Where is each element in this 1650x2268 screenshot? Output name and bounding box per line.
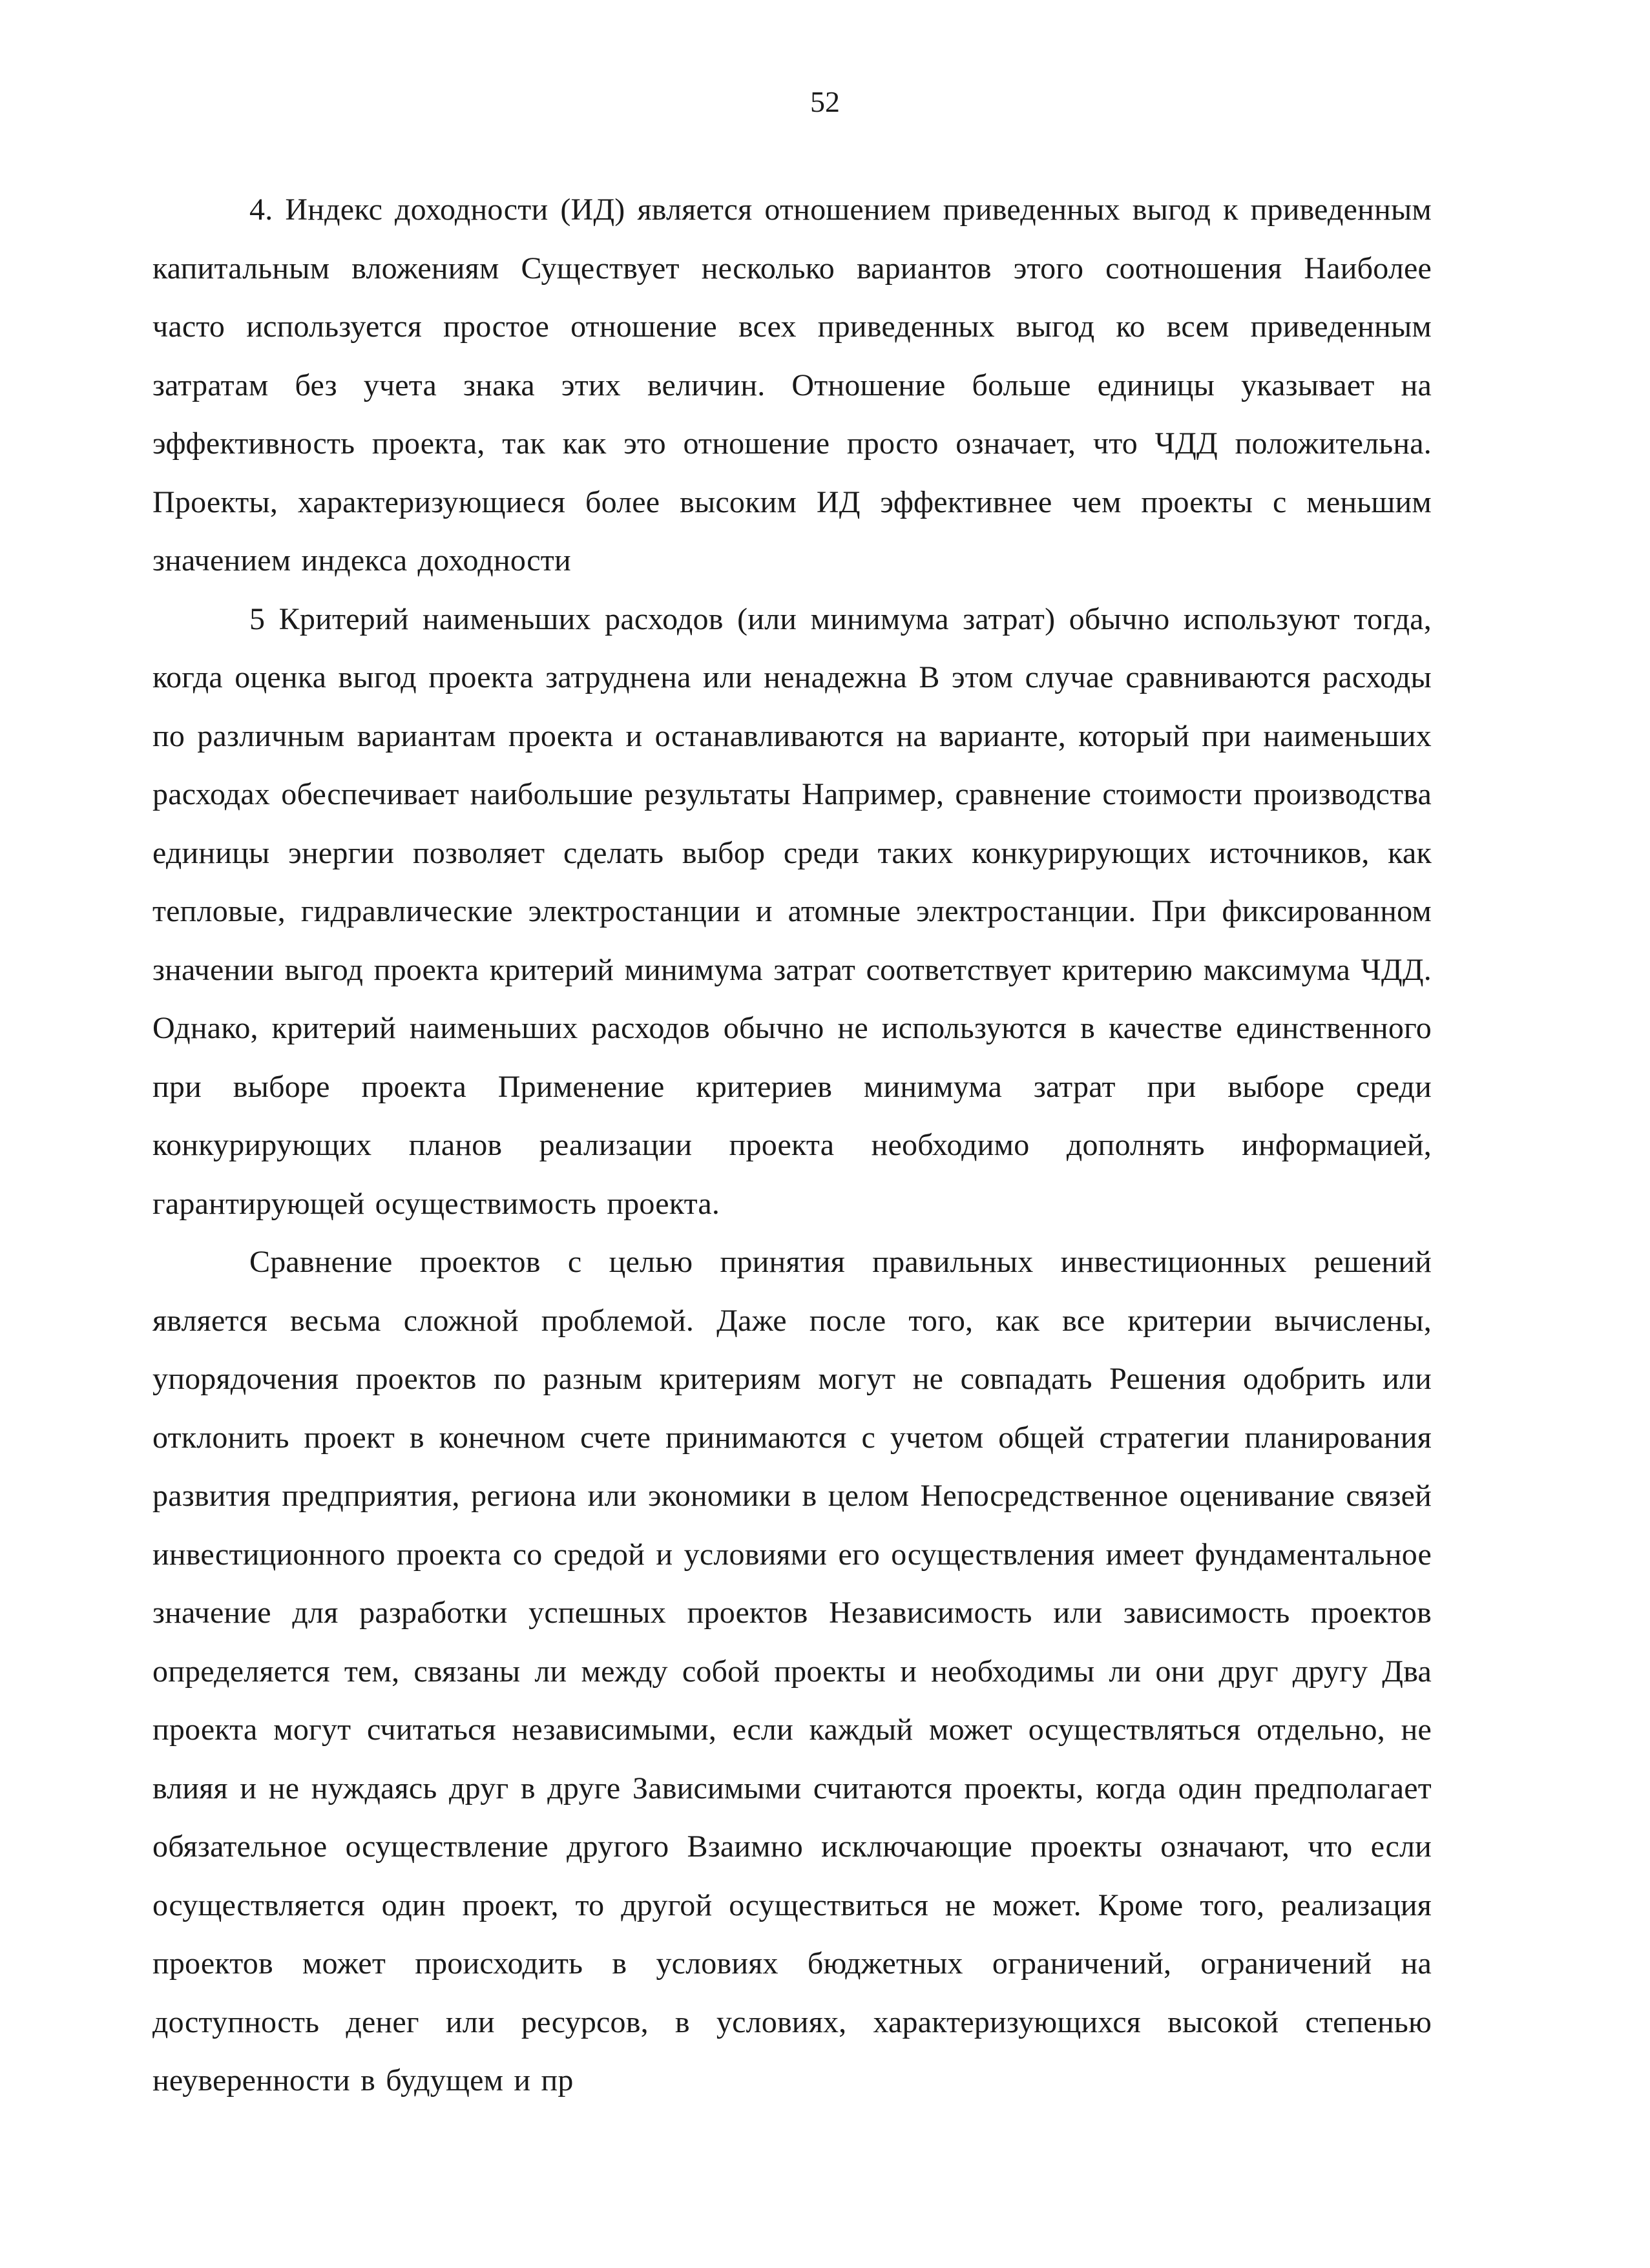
document-body <box>152 181 1432 2110</box>
paragraph-profitability-index: 4. Индекс доходности (ИД) является отношением приведенных выгод к приведенным капитальным вложениям Существует несколько вариантов этого соотношения Наиболее часто используется простое отношение всех приведенных выгод ко всем приведенным затратам без учета знака этих величин. Отношение больше единицы указывает на эффективность проекта, так как это отношение просто означает, что ЧДД положительна. Проекты, характеризующиеся более высоким ИД эффективнее чем проекты с меньшим значением индекса доходности <box>152 192 1432 577</box>
paragraph-project-comparison: Сравнение проектов с целью принятия правильных инвестиционных решений является весьма сложной проблемой. Даже после того, как все критерии вычислены, упорядочения проектов по разным критериям могут не совпадать Решения одобрить или отклонить проект в конечном счете принимаются с учетом общей стратегии планирования развития предприятия, региона или экономики в целом Непосредственное оценивание связей инвестиционного проекта со средой и условиями его осуществления имеет фундаментальное значение для разработки успешных проектов Независимость или зависимость проектов определяется тем, связаны ли между собой проекты и необходимы ли они друг другу Два проекта могут считаться независимыми, если каждый может осуществляться отдельно, не влияя и не нуждаясь друг в друге Зависимыми считаются проекты, когда один предполагает обязательное осуществление другого Взаимно исключающие проекты означают, что если осуществляется один проект, то другой осуществиться не может. Кроме того, реализация проектов может происходить в условиях бюджетных ограничений, ограничений на доступность денег или ресурсов, в условиях, характеризующихся высокой степенью неуверенности в будущем и пр <box>152 1245 1432 2097</box>
paragraph-least-cost-criterion: 5 Критерий наименьших расходов (или минимума затрат) обычно используют тогда, когда оценка выгод проекта затруднена или ненадежна В этом случае сравниваются расходы по различным вариантам проекта и останавливаются на варианте, который при наименьших расходах обеспечивает наибольшие результаты Например, сравнение стоимости производства единицы энергии позволяет сделать выбор среди таких конкурирующих источников, как тепловые, гидравлические электростанции и атомные электростанции. При фиксированном значении выгод проекта критерий минимума затрат соответствует критерию максимума ЧДД. Однако, критерий наименьших расходов обычно не используются в качестве единственного при выборе проекта Применение критериев минимума затрат при выборе среди конкурирующих планов реализации проекта необходимо дополнять информацией, гарантирующей осуществимость проекта. <box>152 601 1432 1221</box>
page-number: 52 <box>810 85 840 118</box>
